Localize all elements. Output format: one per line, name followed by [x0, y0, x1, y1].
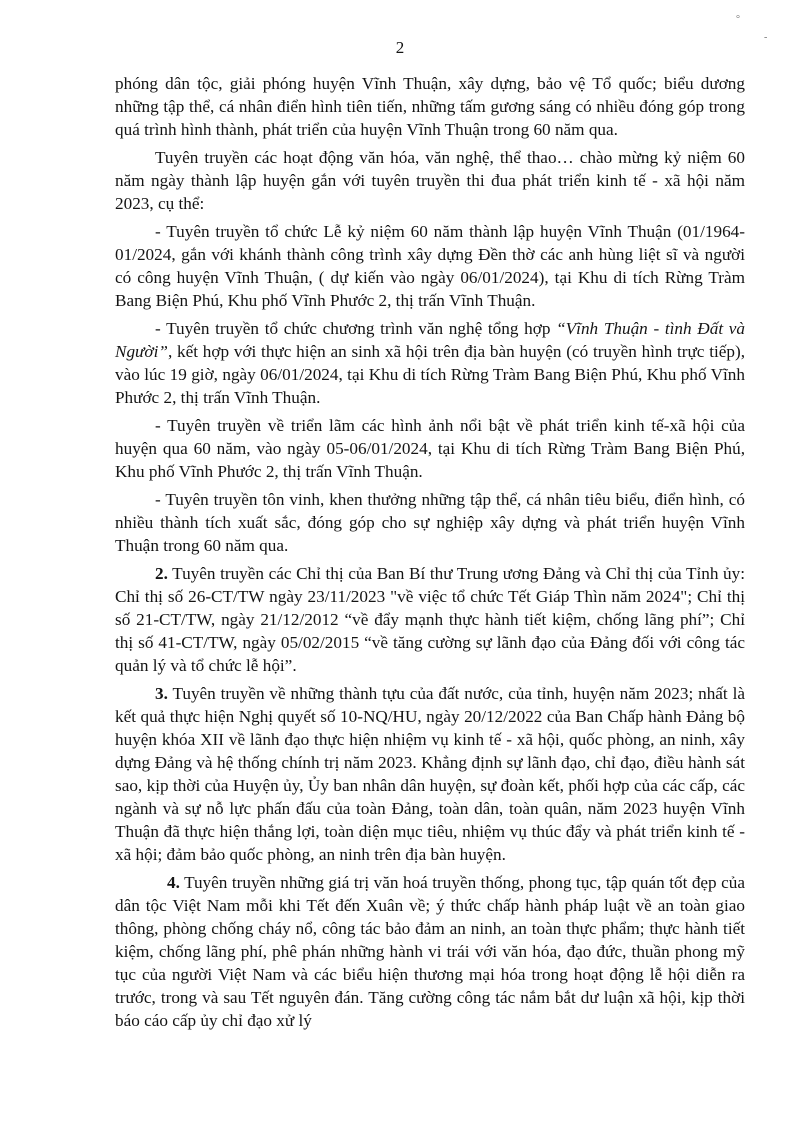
section-number: 3.	[155, 684, 168, 703]
section-4: 4. Tuyên truyền những giá trị văn hoá truyền thống, phong tục, tập quán tốt đẹp của dân tộc Việt Nam mỗi khi Tết đến Xuân về; ý thức chấp hành pháp luật về an toàn giao thông, phòng chống cháy nổ, công tác bảo đảm an ninh, an toàn thực phẩm; thực hành tiết kiệm, chống lãng phí, phê phán những hành vi trái với văn hóa, đạo đức, thuần phong mỹ tục của người Việt Nam và các biểu hiện thương mại hóa trong hoạt động lễ hội diễn ra trước, trong và sau Tết nguyên đán. Tăng cường công tác nắm bắt dư luận xã hội, kịp thời báo cáo cấp ủy chỉ đạo xử lý	[115, 873, 745, 1030]
scan-speck: °	[736, 14, 740, 25]
paragraph-propaganda-activities: Tuyên truyền các hoạt động văn hóa, văn nghệ, thể thao… chào mừng kỷ niệm 60 năm ngày thành lập huyện gắn với tuyên truyền thi đua phát triển kinh tế - xã hội năm 2023, cụ thể:	[115, 148, 745, 213]
program-title: “Vĩnh Thuận - tình Đất và Người”	[115, 319, 746, 361]
scan-speck: -	[764, 32, 768, 43]
section-number: 2.	[155, 564, 168, 583]
list-item-honoring: - Tuyên truyền tôn vinh, khen thưởng những tập thể, cá nhân tiêu biểu, điển hình, có nhiều thành tích xuất sắc, đóng góp cho sự nghiệp xây dựng và phát triển huyện Vĩnh Thuận trong 60 năm qua.	[115, 490, 745, 555]
section-number: 4.	[167, 873, 180, 892]
list-item-art-program: - Tuyên truyền tổ chức chương trình văn nghệ tổng hợp “Vĩnh Thuận - tình Đất và Người”, kết hợp với thực hiện an sinh xã hội trên địa bàn huyện (có truyền hình trực tiếp), vào lúc 19 giờ, ngày 06/01/2024, tại Khu di tích Rừng Tràm Bang Biện Phú, Khu phố Vĩnh Phước 2, thị trấn Vĩnh Thuận.	[115, 319, 746, 407]
document-body	[115, 72, 745, 1037]
paragraph-intro-continuation: phóng dân tộc, giải phóng huyện Vĩnh Thuận, xây dựng, bảo vệ Tổ quốc; biểu dương những tập thể, cá nhân điển hình tiên tiến, những tấm gương sáng có nhiều đóng góp trong quá trình hình thành, phát triển của huyện Vĩnh Thuận trong 60 năm qua.	[115, 74, 745, 139]
list-item-anniversary-ceremony: - Tuyên truyền tổ chức Lễ kỷ niệm 60 năm thành lập huyện Vĩnh Thuận (01/1964-01/2024, gắn với khánh thành công trình xây dựng Đền thờ các anh hùng liệt sĩ và người có công huyện Vĩnh Thuận, ( dự kiến vào ngày 06/01/2024), tại Khu di tích Rừng Tràm Bang Biện Phú, Khu phố Vĩnh Phước 2, thị trấn Vĩnh Thuận.	[115, 222, 745, 310]
page-number: 2	[395, 38, 405, 57]
section-2: 2. Tuyên truyền các Chỉ thị của Ban Bí thư Trung ương Đảng và Chỉ thị của Tỉnh ủy: Chỉ thị số 26-CT/TW ngày 23/11/2023 "về việc tổ chức Tết Giáp Thìn năm 2024"; Chỉ thị số 21-CT/TW, ngày 21/12/2012 “về đẩy mạnh thực hành tiết kiệm, chống lãng phí”; Chỉ thị số 41-CT/TW, ngày 05/02/2015 “về tăng cường sự lãnh đạo của Đảng đối với công tác quản lý và tổ chức lễ hội”.	[115, 564, 745, 675]
section-3: 3. Tuyên truyền về những thành tựu của đất nước, của tỉnh, huyện năm 2023; nhất là kết quả thực hiện Nghị quyết số 10-NQ/HU, ngày 20/12/2022 của Ban Chấp hành Đảng bộ huyện khóa XII về lãnh đạo thực hiện nhiệm vụ kinh tế - xã hội, quốc phòng, an ninh, xây dựng Đảng và hệ thống chính trị năm 2023. Khẳng định sự lãnh đạo, chỉ đạo, điều hành sát sao, kịp thời của Huyện ủy, Ủy ban nhân dân huyện, sự đoàn kết, phối hợp của các cấp, các ngành và sự nỗ lực phấn đấu của toàn Đảng, toàn dân, toàn quân, năm 2023 huyện Vĩnh Thuận đã thực hiện thắng lợi, toàn diện mục tiêu, nhiệm vụ thúc đẩy và phát triển kinh tế - xã hội; đảm bảo quốc phòng, an ninh trên địa bàn huyện.	[115, 684, 745, 864]
list-item-exhibition: - Tuyên truyền về triển lãm các hình ảnh nổi bật về phát triển kinh tế-xã hội của huyện qua 60 năm, vào ngày 05-06/01/2024, tại Khu di tích Rừng Tràm Bang Biện Phú, Khu phố Vĩnh Phước 2, thị trấn Vĩnh Thuận.	[115, 416, 745, 481]
